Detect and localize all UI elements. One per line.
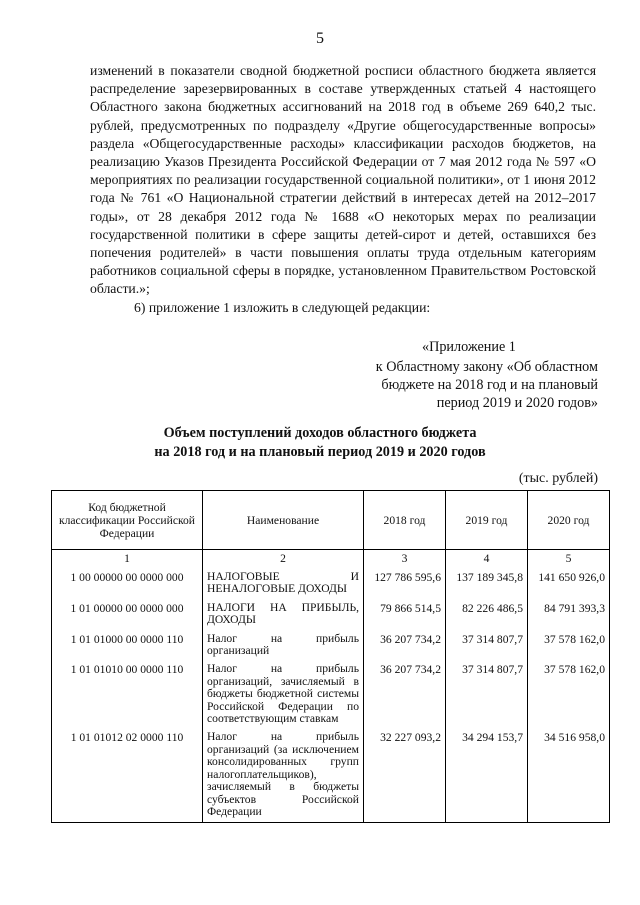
header-2019: 2019 год [446,491,528,550]
row-2020: 84 791 393,3 [528,600,610,631]
row-2018: 79 866 514,5 [364,600,446,631]
column-number: 2 [203,550,364,570]
row-2018: 127 786 595,6 [364,569,446,600]
row-2020: 34 516 958,0 [528,729,610,822]
column-number: 3 [364,550,446,570]
column-number-row [52,550,610,570]
row-name: НАЛОГИ НА ПРИБЫЛЬ, ДОХОДЫ [203,600,364,631]
page-number: 5 [316,30,324,47]
row-2019: 34 294 153,7 [446,729,528,822]
row-name: Налог на прибыль организаций (за исключением консолидированных групп налогоплательщиков), зачисляемый в бюджеты субъектов Российской Федерации [203,729,364,822]
row-2019: 37 314 807,7 [446,661,528,729]
table-row [52,569,610,600]
table-title-line: на 2018 год и на плановый период 2019 и 2020 годов [154,444,486,460]
row-2018: 36 207 734,2 [364,631,446,662]
table-row [52,661,610,729]
units-label: (тыс. рублей) [518,471,598,486]
header-2020: 2020 год [528,491,610,550]
table-row [52,600,610,631]
header-code: Код бюджетной классификации Российской Федерации [52,491,203,550]
row-2020: 141 650 926,0 [528,569,610,600]
column-number: 5 [528,550,610,570]
appendix-reference-line: к Областному закону «Об областном [375,359,598,375]
table-title [0,424,640,462]
body-text [90,62,596,317]
row-name: НАЛОГОВЫЕ И НЕНАЛОГОВЫЕ ДОХОДЫ [203,569,364,600]
row-2020: 37 578 162,0 [528,631,610,662]
header-name: Наименование [203,491,364,550]
row-code: 1 01 01010 00 0000 110 [52,661,203,729]
table-header-row [52,491,610,550]
row-2019: 37 314 807,7 [446,631,528,662]
row-2019: 137 189 345,8 [446,569,528,600]
appendix-reference [332,358,598,412]
row-2020: 37 578 162,0 [528,661,610,729]
row-name: Налог на прибыль организаций, зачисляемый в бюджеты бюджетной системы Российской Федерации по соответствующим ставкам [203,661,364,729]
appendix-reference-line: бюджете на 2018 год и на плановый [381,377,598,393]
paragraph-1: изменений в показатели сводной бюджетной росписи областного бюджета является распределение зарезервированных в составе утвержденных статьей 4 настоящего Областного закона бюджетных ассигнований на 2018 год в объеме 269 640,2 тыс. рублей, предусмотренных по подразделу «Другие общегосударственные вопросы» раздела «Общегосударственные расходы» классификации расходов бюджетов, на реализацию Указов Президента Российской Федерации от 7 мая 2012 года № 597 «О мероприятиях по реализации государственной социальной политики», от 1 июня 2012 года № 761 «О Национальной стратегии действий в интересах детей на 2012–2017 годы», от 28 декабря 2012 года № 1688 «О некоторых мерах по реализации государственной политики в сфере защиты детей-сирот и детей, оставшихся без попечения родителей» в части повышения оплаты труда отдельным категориям работников социальной сферы в порядке, установленном Правительством Ростовской области.»; [90,63,596,297]
row-name: Налог на прибыль организаций [203,631,364,662]
column-number: 4 [446,550,528,570]
header-2018: 2018 год [364,491,446,550]
row-2018: 32 227 093,2 [364,729,446,822]
table-title-line: Объем поступлений доходов областного бюджета [163,425,477,441]
row-2018: 36 207 734,2 [364,661,446,729]
row-code: 1 01 01012 02 0000 110 [52,729,203,822]
revenue-table [51,490,610,823]
paragraph-2: 6) приложение 1 изложить в следующей редакции: [134,299,431,315]
column-number: 1 [52,550,203,570]
row-code: 1 01 00000 00 0000 000 [52,600,203,631]
appendix-reference-line: период 2019 и 2020 годов» [436,395,598,411]
row-code: 1 00 00000 00 0000 000 [52,569,203,600]
appendix-label: «Приложение 1 [422,339,516,355]
row-code: 1 01 01000 00 0000 110 [52,631,203,662]
row-2019: 82 226 486,5 [446,600,528,631]
table-row [52,729,610,822]
table-row [52,631,610,662]
